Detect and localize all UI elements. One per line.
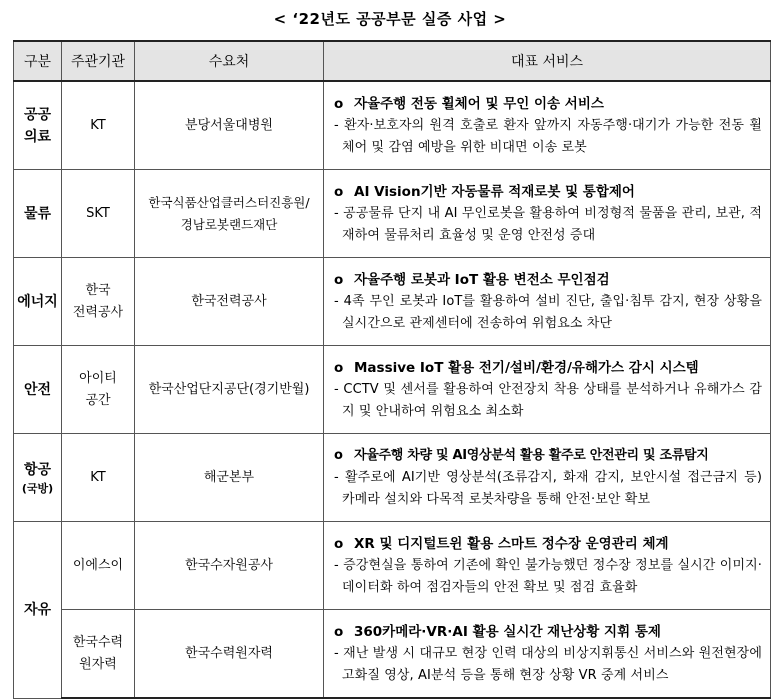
bullet-icon: o [334,623,344,640]
category-cell [14,81,62,170]
bullet-icon: o [334,183,344,200]
table-row [14,346,771,434]
category-label: 안전 [23,381,52,398]
service-title [334,445,762,467]
customer-cell: 한국수자원공사 [135,522,324,610]
category-cell [14,170,62,258]
table-row [14,434,771,522]
service-title [334,269,762,291]
table-row [14,170,771,258]
bullet-icon: o [334,535,344,552]
category-label: 공공 의료 [23,106,52,145]
customer-cell: 한국수력원자력 [135,610,324,699]
service-title [334,621,762,643]
organization-cell: KT [62,434,135,522]
service-description: - 공공물류 단지 내 AI 무인로봇을 활용하여 비정형적 물품을 관리, 보관, 적재하여 물류처리 효율성 및 운영 안전성 증대 [334,205,762,243]
table-row [14,610,771,699]
page-title: < ‘22년도 공공부문 실증 사업 > [273,10,507,28]
service-cell [324,81,771,170]
customer-cell: 한국산업단지공단(경기반월) [135,346,324,434]
service-cell [324,610,771,699]
service-title-text: AI Vision기반 자동물류 적재로봇 및 통합제어 [354,183,635,200]
category-label: 항공 [23,461,52,478]
organization-cell: 한국수력 원자력 [62,610,135,699]
service-title [334,181,762,203]
category-sublabel: (국방) [21,481,54,495]
service-cell [324,522,771,610]
category-label: 에너지 [17,293,58,310]
category-cell [14,346,62,434]
customer-cell: 한국전력공사 [135,258,324,346]
organization-cell: KT [62,81,135,170]
service-cell [324,346,771,434]
header-service: 대표 서비스 [324,41,771,81]
customer-cell: 한국식품산업클러스터진흥원/ 경남로봇랜드재단 [135,170,324,258]
organization-cell: 이에스이 [62,522,135,610]
table-row [14,81,771,170]
service-description: - 증강현실을 통하여 기존에 확인 불가능했던 정수장 정보를 실시간 이미지·데이터화 하여 점검자들의 안전 확보 및 점검 효율화 [334,557,762,595]
table-row [14,258,771,346]
service-description: - 4족 무인 로봇과 IoT를 활용하여 설비 진단, 출입·침투 감지, 현장 상황을 실시간으로 관제센터에 전송하여 위험요소 차단 [334,293,762,331]
service-cell [324,258,771,346]
service-title-text: 360카메라·VR·AI 활용 실시간 재난상황 지휘 통제 [354,623,661,640]
customer-cell: 분당서울대병원 [135,81,324,170]
service-description: - 재난 발생 시 대규모 현장 인력 대상의 비상지휘통신 서비스와 원전현장에 고화질 영상, AI분석 등을 통해 현장 상황 VR 중계 서비스 [334,645,762,683]
category-label: 자유 [23,601,52,618]
organization-cell: SKT [62,170,135,258]
bullet-icon: o [334,447,343,463]
header-category: 구분 [14,41,62,81]
bullet-icon: o [334,359,344,376]
service-title-text: 자율주행 전동 휠체어 및 무인 이송 서비스 [354,95,604,112]
service-title [334,93,762,115]
service-title-text: 자율주행 로봇과 IoT 활용 변전소 무인점검 [354,271,610,288]
service-title-text: 자율주행 차량 및 AI영상분석 활용 활주로 안전관리 및 조류탐지 [354,447,709,463]
bullet-icon: o [334,95,344,112]
header-organization: 주관기관 [62,41,135,81]
category-cell [14,434,62,522]
organization-cell: 한국 전력공사 [62,258,135,346]
service-cell [324,170,771,258]
service-description: - CCTV 및 센서를 활용하여 안전장치 착용 상태를 분석하거나 유해가스 감지 및 안내하여 위험요소 최소화 [334,381,762,419]
category-label: 물류 [23,205,52,222]
category-cell [14,258,62,346]
table-row [14,522,771,610]
service-description: - 활주로에 AI기반 영상분석(조류감지, 화재 감지, 보안시설 접근금지 등) 카메라 설치와 다목적 로봇차량을 통해 안전·보안 확보 [334,469,762,507]
service-title [334,357,762,379]
table-header-row [14,41,771,81]
service-description: - 환자·보호자의 원격 호출로 환자 앞까지 자동주행·대기가 가능한 전동 휠체어 및 감염 예방을 위한 비대면 이송 로봇 [334,117,762,155]
service-cell [324,434,771,522]
service-title-text: Massive IoT 활용 전기/설비/환경/유해가스 감시 시스템 [354,359,699,376]
service-title-text: XR 및 디지털트윈 활용 스마트 정수장 운영관리 체계 [354,535,669,552]
customer-cell: 해군본부 [135,434,324,522]
bullet-icon: o [334,271,344,288]
organization-cell: 아이티 공간 [62,346,135,434]
category-cell [14,522,62,699]
header-customer: 수요처 [135,41,324,81]
service-title [334,533,762,555]
projects-table [13,40,771,699]
